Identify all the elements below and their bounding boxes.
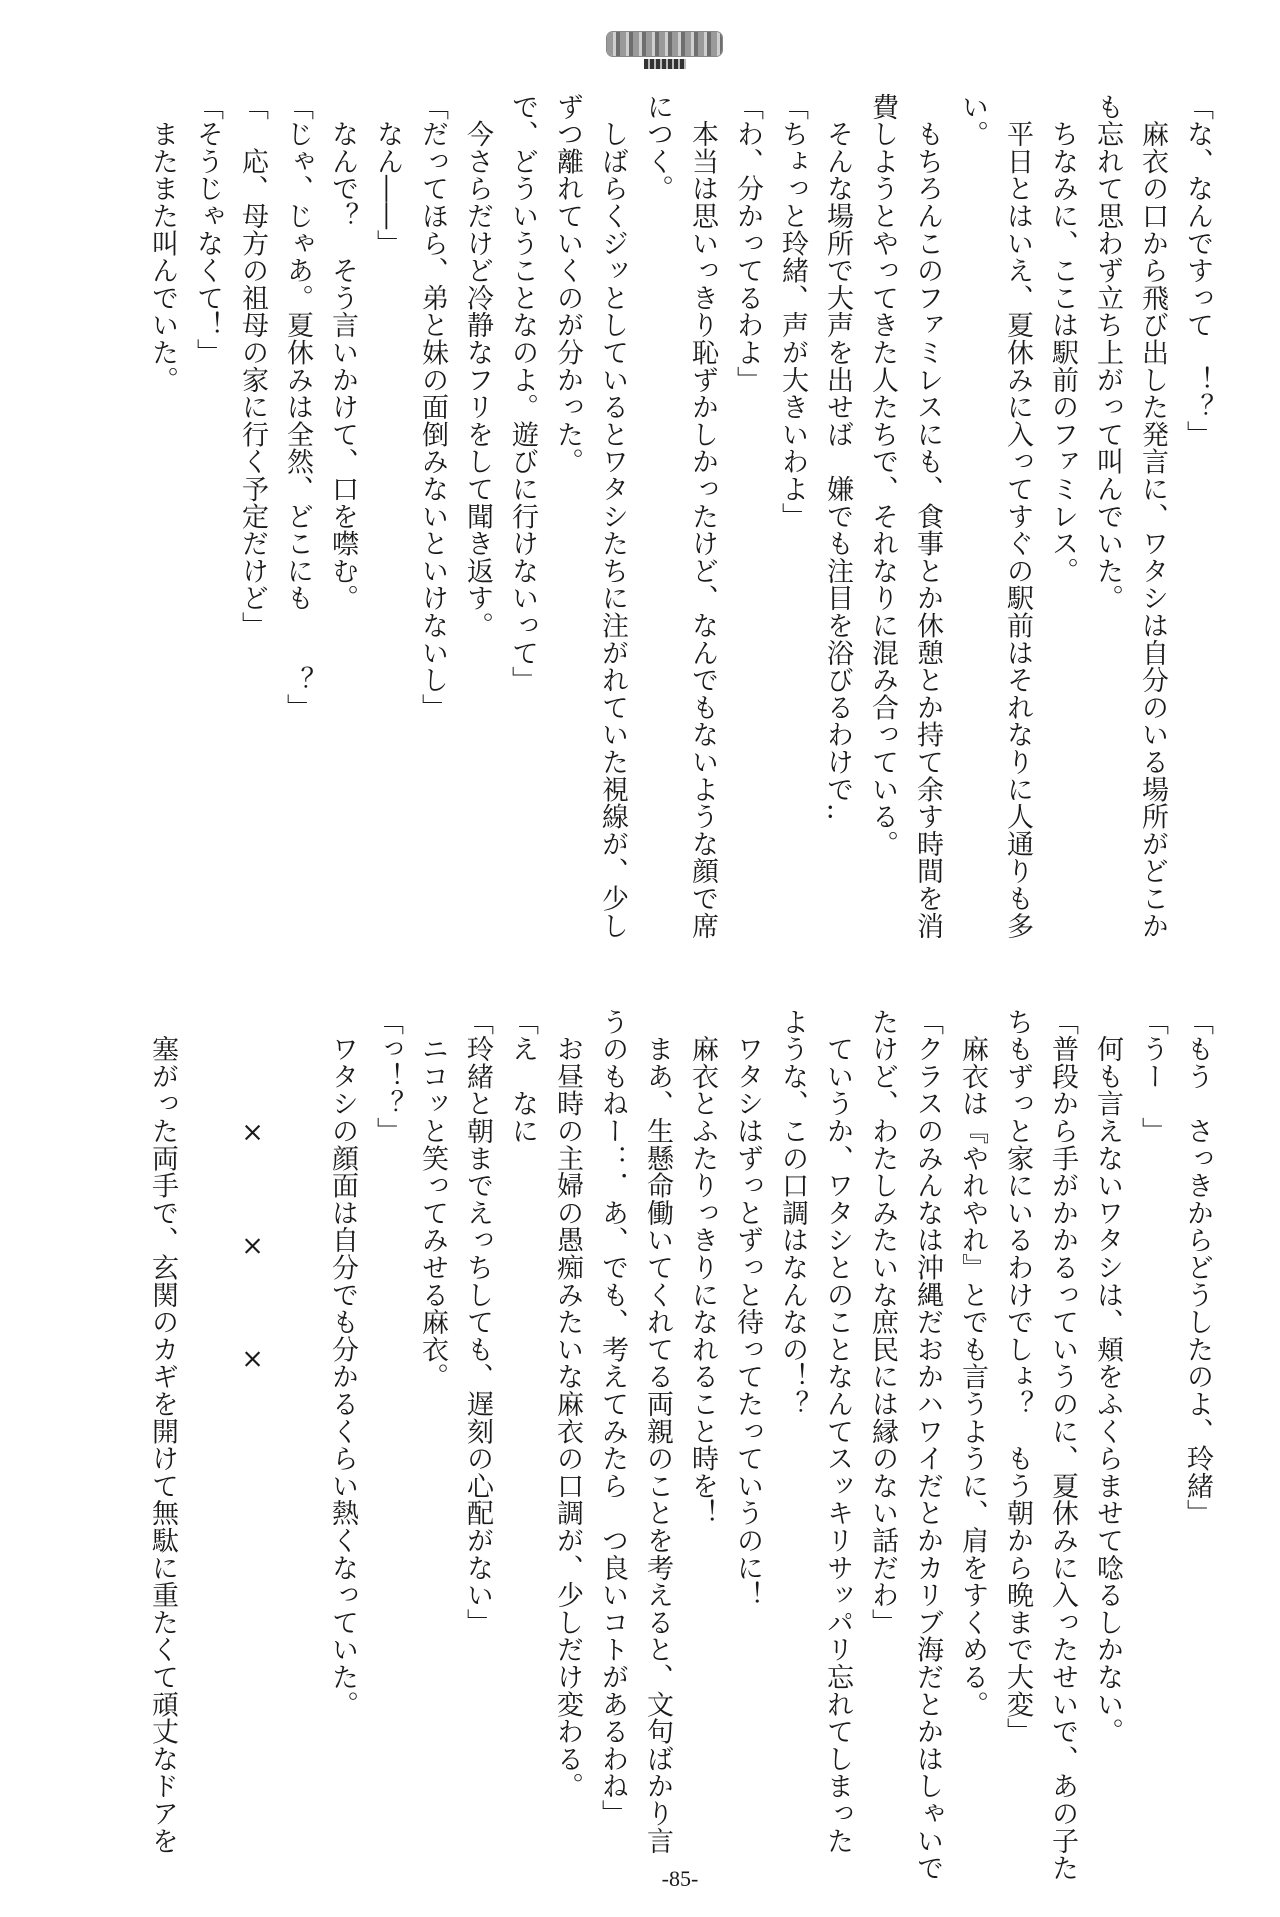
text-line: 費しようとやってきた人たちで、それなりに混み合っている。 <box>867 93 898 858</box>
text-line: もちろんこのファミレスにも、食事とか休憩とか持て余す時間を消 <box>912 93 943 940</box>
text-line: 「な、なんですって ！？」 <box>1182 93 1213 448</box>
logo-subtitle-mark <box>644 59 686 69</box>
text-line: 「っ！？」 <box>372 1008 403 1145</box>
text-line: 本当は思いっきり恥ずかしかったけど、なんでもないような顔で席 <box>687 93 718 940</box>
text-line: なん――」 <box>372 93 403 257</box>
text-line: 「わ、分かってるわよ」 <box>732 93 763 394</box>
text-line: 平日とはいえ、夏休みに入ってすぐの駅前はそれなりに人通りも多 <box>1002 93 1033 940</box>
page-number: -85- <box>661 1866 699 1891</box>
text-line: 「ちょっと玲緒、声が大きいわよ」 <box>777 93 808 530</box>
text-line: そんな場所で大声を出せば 嫌でも注目を浴びるわけで‥ <box>822 93 853 822</box>
text-line: 「もう さっきからどうしたのよ、玲緒」 <box>1182 1008 1213 1527</box>
text-line: 「普段から手がかかるっていうのに、夏休みに入ったせいで、あの子た <box>1047 1008 1078 1882</box>
text-line: ワタシの顔面は自分でも分かるくらい熱くなっていた。 <box>327 1008 358 1718</box>
text-line: ちなみに、ここは駅前のファミレス。 <box>1047 93 1078 585</box>
text-line: まあ、生懸命働いてくれてる両親のことを考えると、文句ばかり言 <box>642 1008 673 1855</box>
text-line: い。 <box>957 93 988 148</box>
text-line: × × × <box>237 1008 268 1375</box>
logo-title-mark <box>607 32 722 56</box>
text-line: 「 応、母方の祖母の家に行く予定だけど」 <box>237 93 268 639</box>
text-line: につく。 <box>642 93 673 203</box>
text-line: なんで？ そう言いかけて、口を噤む。 <box>327 93 358 612</box>
text-line: 今さらだけど冷静なフリをして聞き返す。 <box>462 93 493 639</box>
text-line: 麻衣の口から飛び出した発言に、ワタシは自分のいる場所がどこか <box>1137 93 1168 940</box>
text-line: ような、この口調はなんなの！？ <box>777 1008 808 1418</box>
text-line: 「え なに <box>507 1008 538 1145</box>
text-line: ワタシはずっとずっと待ってたっていうのに！ <box>732 1008 763 1609</box>
text-line: 麻衣は『やれやれ』とでも言うように、肩をすくめる。 <box>957 1008 988 1718</box>
text-line: ニコッと笑ってみせる麻衣。 <box>417 1008 448 1391</box>
text-line <box>185 1008 230 1848</box>
text-line: 「じゃ、じゃあ。夏休みは全然、どこにも ？」 <box>282 93 313 721</box>
text-line: 「だってほら、弟と妹の面倒みないといけないし」 <box>417 93 448 721</box>
text-line: ずつ離れていくのが分かった。 <box>552 93 583 476</box>
text-line: 何も言えないワタシは、頬をふくらませて唸るしかない。 <box>1092 1008 1123 1746</box>
text-line: たけど、わたしみたいな庶民には縁のない話だわ」 <box>867 1008 898 1636</box>
text-line: 「クラスのみんなは沖縄だおかハワイだとかカリブ海だとかはしゃいで <box>912 1008 943 1882</box>
text-line: 「そうじゃなくて！」 <box>192 93 223 366</box>
text-line <box>275 1008 320 1848</box>
text-line: ていうか、ワタシとのことなんてスッキリサッパリ忘れてしまった <box>822 1008 853 1855</box>
text-line: お昼時の主婦の愚痴みたいな麻衣の口調が、少しだけ変わる。 <box>552 1008 583 1800</box>
text-line: 「玲緒と朝までえっちしても、遅刻の心配がない」 <box>462 1008 493 1636</box>
text-block-upper <box>140 93 1220 940</box>
text-line: 「うー 」 <box>1137 1008 1168 1145</box>
series-logo <box>607 32 722 70</box>
text-line: またまた叫んでいた。 <box>147 93 178 394</box>
text-line: も忘れて思わず立ち上がって叫んでいた。 <box>1092 93 1123 612</box>
text-line: 塞がった両手で、玄関のカギを開けて無駄に重たくて頑丈なドアを <box>147 1008 178 1855</box>
text-line: しばらくジッとしているとワタシたちに注がれていた視線が、少し <box>597 93 628 940</box>
text-line: 麻衣とふたりっきりになれること時を！ <box>687 1008 718 1527</box>
text-line: で、どういうことなのよ。遊びに行けないって」 <box>507 93 538 694</box>
text-line: ちもずっと家にいるわけでしょ？ もう朝から晩まで大変」 <box>1002 1008 1033 1746</box>
text-line: うのもねー：．あ、でも、考えてみたら つ良いコトがあるわね」 <box>597 1008 628 1827</box>
